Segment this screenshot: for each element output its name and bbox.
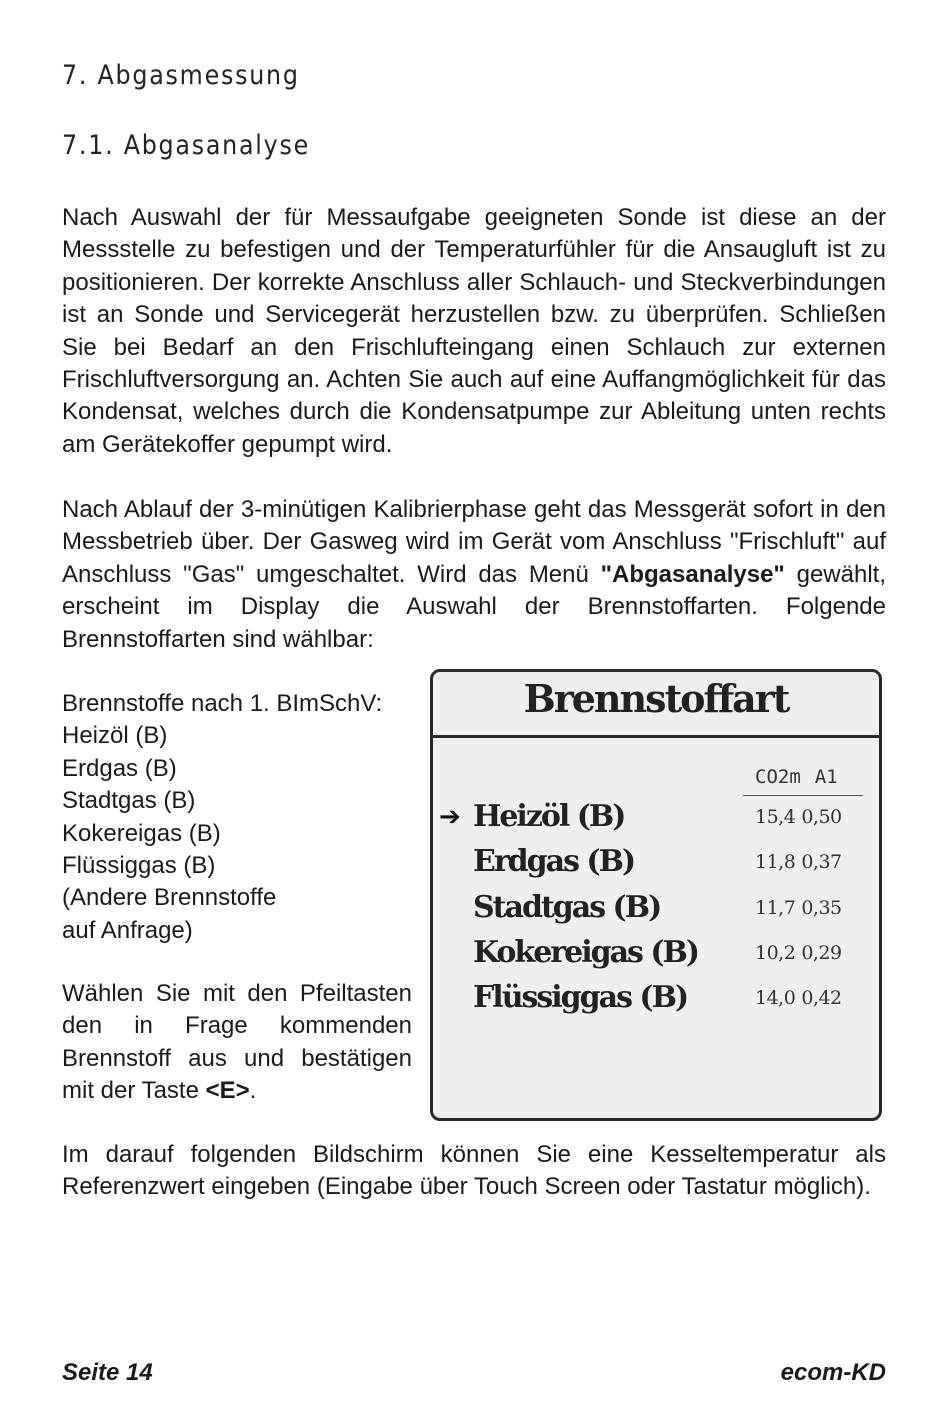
arrow-right-icon: ➔	[439, 802, 461, 832]
list-note: (Andere Brennstoffe	[62, 884, 277, 912]
co2-value: 11,7	[755, 897, 796, 919]
intro-paragraph: Nach Auswahl der für Messaufgabe geeigneten Sonde ist diese an der Messstelle zu befestigen und der Temperaturfühler für die Ansaugluft ist zu positionieren. Der korrekte Anschluss aller Schlauch- und Steckverbindungen ist an Sonde und Servicegerät herzustellen bzw. zu überprüfen. Schließen Sie bei Bedarf an den Frischlufteingang einen Schlauch zur externen Frischluftversorgung an. Achten Sie auch auf eine Auffangmöglichkeit für das Kondensat, welches durch die Kondensatpumpe zur Ableitung unten rechts am Gerätekoffer gepumpt wird.	[62, 204, 886, 458]
subsection-heading: 7.1. Abgasanalyse	[62, 130, 311, 161]
a1-value: 0,29	[801, 942, 842, 964]
enter-key-label: <E>	[205, 1077, 250, 1105]
co2-value: 14,0	[755, 987, 796, 1009]
fuel-option-values	[755, 842, 842, 882]
fuel-option-label: Heizöl (B)	[473, 799, 625, 834]
list-item: Flüssiggas (B)	[62, 852, 216, 880]
fuel-option-label: Erdgas (B)	[473, 844, 635, 879]
co2-column-header: CO2m	[755, 766, 801, 788]
fuel-option-values	[755, 797, 842, 837]
a1-value: 0,37	[801, 851, 842, 873]
co2-value: 10,2	[755, 942, 796, 964]
fuel-option-heizoel[interactable]	[433, 797, 879, 837]
product-name: ecom-KD	[780, 1359, 886, 1386]
calibration-text-end: gewählt, erscheint im Display die Auswahl der Brennstoffarten. Folgende Brennstoffarten sind wählbar:	[62, 560, 886, 653]
calibration-paragraph	[62, 494, 886, 656]
co2-value: 11,8	[755, 851, 796, 873]
co2-value: 15,4	[755, 806, 796, 828]
display-divider	[433, 735, 879, 738]
column-headers	[755, 766, 838, 788]
list-item: Erdgas (B)	[62, 754, 177, 782]
fuel-option-label: Stadtgas (B)	[473, 890, 661, 925]
a1-column-header: A1	[814, 766, 838, 788]
fuel-option-values	[755, 978, 842, 1018]
fuel-list-heading: Brennstoffe nach 1. BImSchV:	[62, 690, 383, 717]
list-item: Stadtgas (B)	[62, 787, 196, 815]
fuel-option-values	[755, 888, 842, 928]
fuel-option-kokereigas[interactable]	[433, 933, 879, 973]
page-number: Seite 14	[62, 1359, 153, 1386]
fuel-option-fluessiggas[interactable]	[433, 978, 879, 1018]
fuel-option-erdgas[interactable]	[433, 842, 879, 882]
list-item: Heizöl (B)	[62, 722, 168, 750]
column-header-rule	[743, 795, 863, 796]
selection-instruction	[62, 978, 412, 1108]
fuel-option-label: Flüssiggas (B)	[473, 980, 688, 1015]
reference-paragraph: Im darauf folgenden Bildschirm können Sie eine Kesseltemperatur als Referenzwert eingeben (Eingabe über Touch Screen oder Tastatur möglich).	[62, 1141, 886, 1201]
display-title: Brennstoffart	[523, 676, 789, 721]
a1-value: 0,35	[801, 897, 842, 919]
a1-value: 0,42	[801, 987, 842, 1009]
fuel-option-stadtgas[interactable]	[433, 888, 879, 928]
list-note: auf Anfrage)	[62, 916, 193, 944]
fuel-option-label: Kokereigas (B)	[473, 935, 699, 970]
fuel-type-list	[62, 688, 422, 947]
menu-name-abgasanalyse: "Abgasanalyse"	[600, 560, 785, 588]
instruction-text: Wählen Sie mit den Pfeiltasten den in Frage kommenden Brennstoff aus und bestätigen mit der Taste	[62, 980, 412, 1105]
device-display	[430, 669, 882, 1121]
a1-value: 0,50	[801, 806, 842, 828]
instruction-end: .	[249, 1077, 257, 1105]
fuel-option-values	[755, 933, 842, 973]
list-item: Kokereigas (B)	[62, 819, 221, 847]
section-heading: 7. Abgasmessung	[62, 60, 300, 91]
calibration-text-start: Nach Ablauf der 3-minütigen Kalibrierphase geht das Messgerät sofort in den Messbetrieb über. Der Gasweg wird im Gerät vom Anschluss "Frischluft" auf Anschluss "Gas" umgeschaltet. Wird das Menü	[62, 496, 886, 588]
